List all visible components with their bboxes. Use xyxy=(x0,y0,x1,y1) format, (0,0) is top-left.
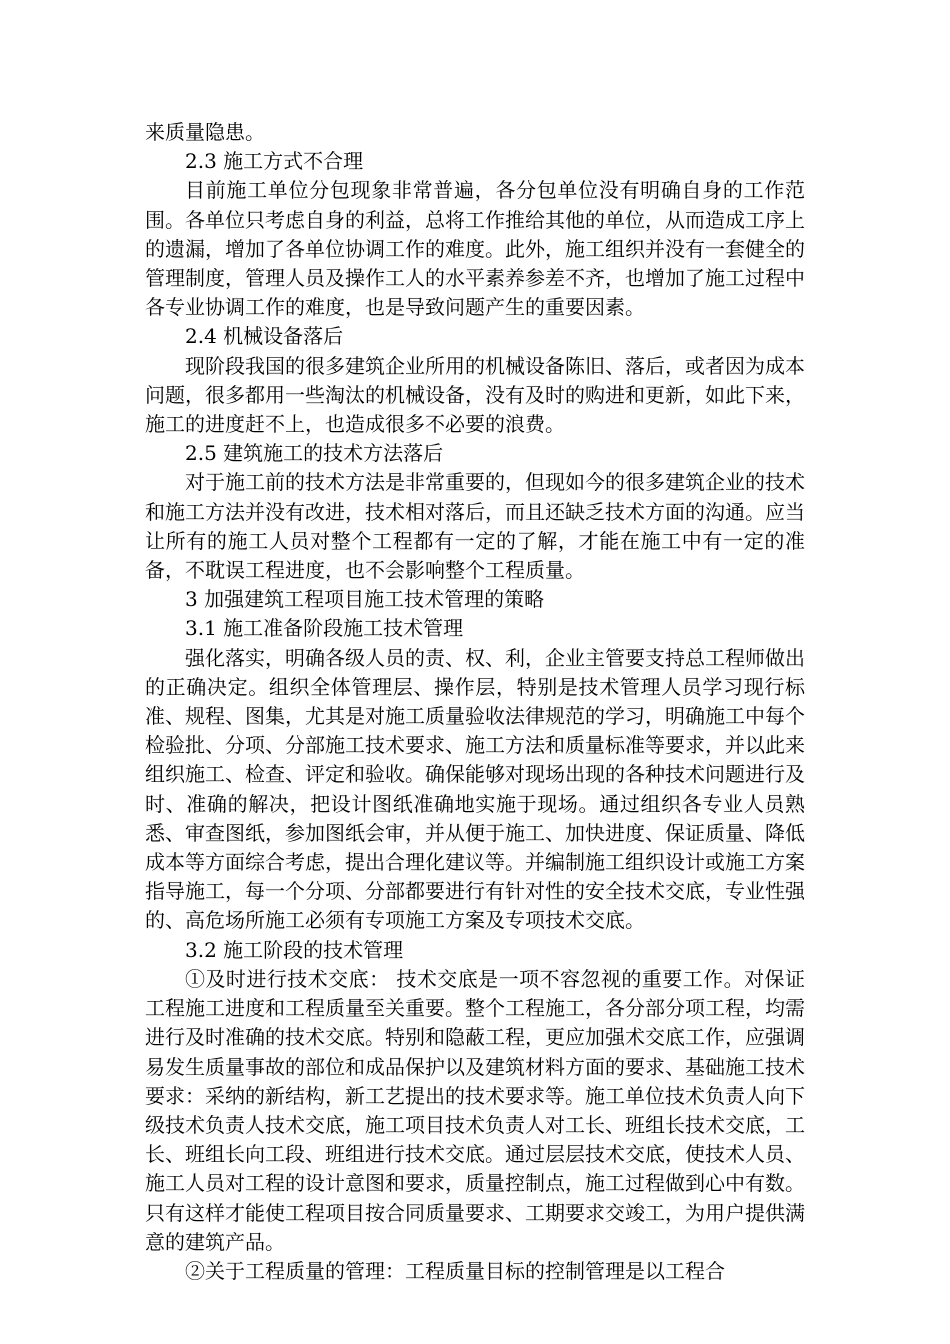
paragraph-continued: 来质量隐患。 xyxy=(145,120,265,144)
section-heading-2-5: 2.5 建筑施工的技术方法落后 xyxy=(185,441,444,466)
paragraph: ②关于工程质量的管理：工程质量目标的控制管理是以工程合 xyxy=(185,1258,725,1283)
section-heading-3: 3 加强建筑工程项目施工技术管理的策略 xyxy=(185,587,545,612)
section-heading-2-4: 2.4 机械设备落后 xyxy=(185,324,344,349)
section-heading-3-1: 3.1 施工准备阶段施工技术管理 xyxy=(185,616,464,641)
paragraph: 强化落实，明确各级人员的责、权、利，企业主管要支持总工程师做出的正确决定。组织全体管理层、操作层，特别是技术管理人员学习现行标准、规程、图集，尤其是对施工质量验收法律规范的学习，明确施工中每个检验批、分项、分部施工技术要求、施工方法和质量标准等要求，并以此来组织施工、检查、评定和验收。确保能够对现场出现的各种技术问题进行及时、准确的解决，把设计图纸准确地实施于现场。通过组织各专业人员熟悉、审查图纸，参加图纸会审，并从便于施工、加快进度、保证质量、降低成本等方面综合考虑，提出合理化建议等。并编制施工组织设计或施工方案指导施工，每一个分项、分部都要进行有针对性的安全技术交底，专业性强的、高危场所施工必须有专项施工方案及专项技术交底。 xyxy=(145,645,805,933)
section-heading-3-2: 3.2 施工阶段的技术管理 xyxy=(185,937,404,962)
paragraph: ①及时进行技术交底： 技术交底是一项不容忽视的重要工作。对保证工程施工进度和工程质量至关重要。整个工程施工，各分部分项工程，均需进行及时准确的技术交底。特别和隐蔽工程，更应加强术交底工作，应强调易发生质量事故的部位和成品保护以及建筑材料方面的要求、基础施工技术要求：采纳的新结构，新工艺提出的技术要求等。施工单位技术负责人向下级技术负责人技术交底，施工项目技术负责人对工长、班组长技术交底，工长、班组长向工段、班组进行技术交底。通过层层技术交底，使技术人员、施工人员对工程的设计意图和要求，质量控制点，施工过程做到心中有数。只有这样才能使工程项目按合同质量要求、工期要求交竣工，为用户提供满意的建筑产品。 xyxy=(145,966,805,1254)
paragraph: 现阶段我国的很多建筑企业所用的机械设备陈旧、落后，或者因为成本问题，很多都用一些淘汰的机械设备，没有及时的购进和更新，如此下来，施工的进度赶不上，也造成很多不必要的浪费。 xyxy=(145,353,805,437)
section-heading-2-3: 2.3 施工方式不合理 xyxy=(185,149,364,174)
document-page xyxy=(145,118,805,1286)
paragraph: 对于施工前的技术方法是非常重要的，但现如今的很多建筑企业的技术和施工方法并没有改进，技术相对落后，而且还缺乏技术方面的沟通。应当让所有的施工人员对整个工程都有一定的了解，才能在施工中有一定的准备，不耽误工程进度，也不会影响整个工程质量。 xyxy=(145,470,805,583)
paragraph: 目前施工单位分包现象非常普遍，各分包单位没有明确自身的工作范围。各单位只考虑自身的利益，总将工作推给其他的单位，从而造成工序上的遗漏，增加了各单位协调工作的难度。此外，施工组织并没有一套健全的管理制度，管理人员及操作工人的水平素养参差不齐，也增加了施工过程中各专业协调工作的难度，也是导致问题产生的重要因素。 xyxy=(145,178,805,320)
